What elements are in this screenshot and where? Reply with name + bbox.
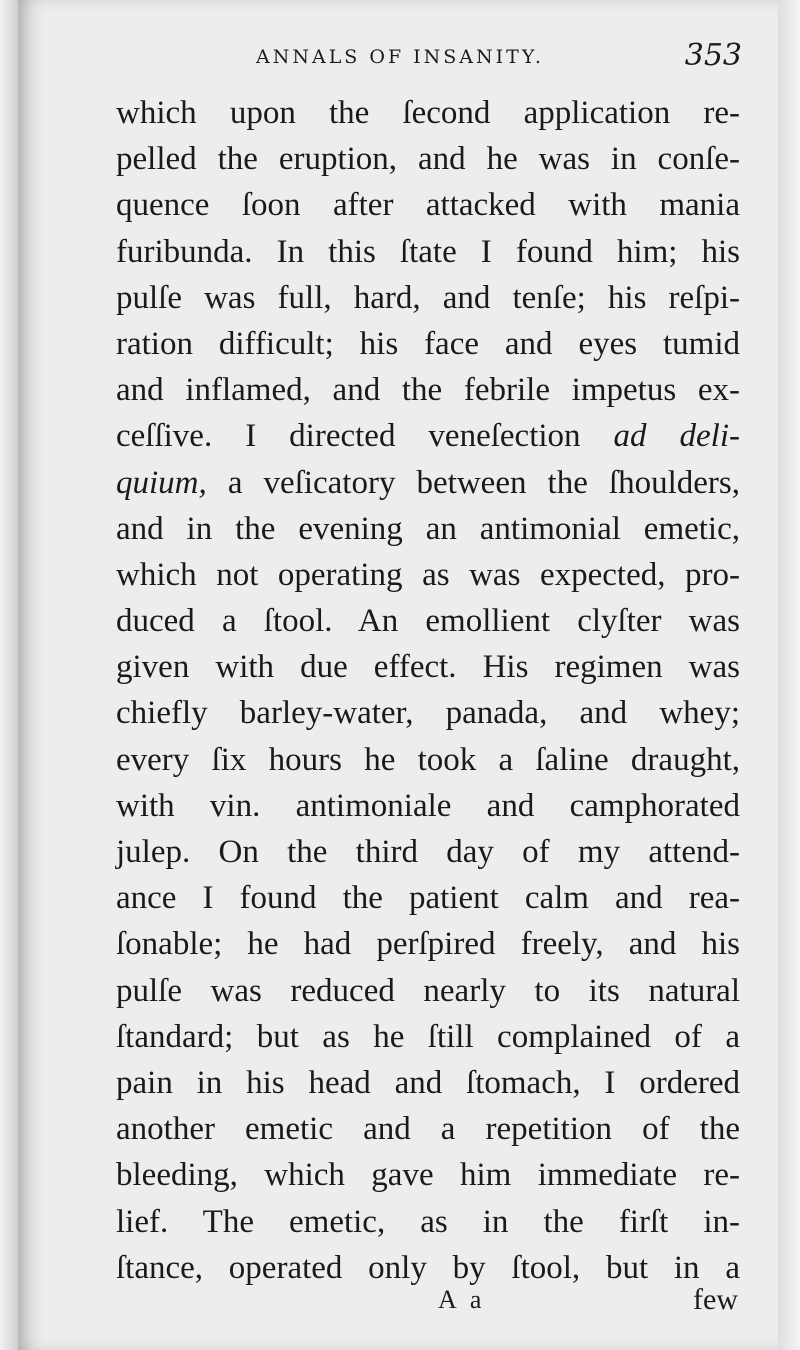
page-fore-edge [778, 0, 800, 1350]
book-gutter [0, 0, 18, 1350]
book-page [18, 0, 778, 1350]
text-line: ſtance, operated only by ſtool, but in a [116, 1249, 740, 1286]
text-line: chiefly barley-water, panada, and whey; [116, 695, 740, 732]
text-line: ration difficult; his face and eyes tumid [116, 325, 740, 362]
text-line: bleeding, which gave him immediate re- [116, 1157, 740, 1194]
text-line: pain in his head and ſtomach, I ordered [116, 1064, 740, 1101]
text-line: quence ſoon after attacked with mania [116, 187, 740, 224]
text-line: lief. The emetic, as in the firſt in- [116, 1203, 740, 1240]
text-line: duced a ſtool. An emollient clyſter was [116, 603, 740, 640]
text-line: ceſſive. I directed veneſection ad deli- [116, 418, 740, 455]
text-line: ance I found the patient calm and rea- [116, 880, 740, 917]
text-line: and in the evening an antimonial emetic, [116, 510, 740, 547]
text-line: given with due effect. His regimen was [116, 649, 740, 686]
text-line: pelled the eruption, and he was in conſe- [116, 141, 740, 178]
page-number: 353 [684, 38, 742, 73]
page-header [18, 38, 778, 88]
text-line: which upon the ſecond application re- [116, 95, 740, 131]
text-line: another emetic and a repetition of the [116, 1111, 740, 1148]
italic-phrase: ad deli- [613, 418, 740, 455]
text-line: every ſix hours he took a ſaline draught, [116, 741, 740, 778]
page-footer [18, 1283, 778, 1323]
text-line: ſonable; he had perſpired freely, and his [116, 926, 740, 963]
text-line: with vin. antimoniale and camphorated [116, 787, 740, 824]
text-line: and inflamed, and the febrile impetus ex- [116, 372, 740, 409]
catchword: few [693, 1283, 738, 1316]
text-line: julep. On the third day of my attend- [116, 834, 740, 870]
text-line: pulſe was full, hard, and tenſe; his reſpi- [116, 279, 740, 316]
italic-phrase: quium, [116, 464, 207, 501]
signature-mark: A a [438, 1285, 486, 1314]
body-text [116, 90, 740, 1291]
text-line: which not operating as was expected, pro- [116, 556, 740, 593]
running-title: ANNALS OF INSANITY. [256, 46, 544, 68]
text-line: furibunda. In this ſtate I found him; his [116, 233, 740, 270]
text-line: quium, a veſicatory between the ſhoulders, [116, 464, 740, 501]
text-line: ſtandard; but as he ſtill complained of a [116, 1018, 740, 1055]
text-line: pulſe was reduced nearly to its natural [116, 972, 740, 1009]
